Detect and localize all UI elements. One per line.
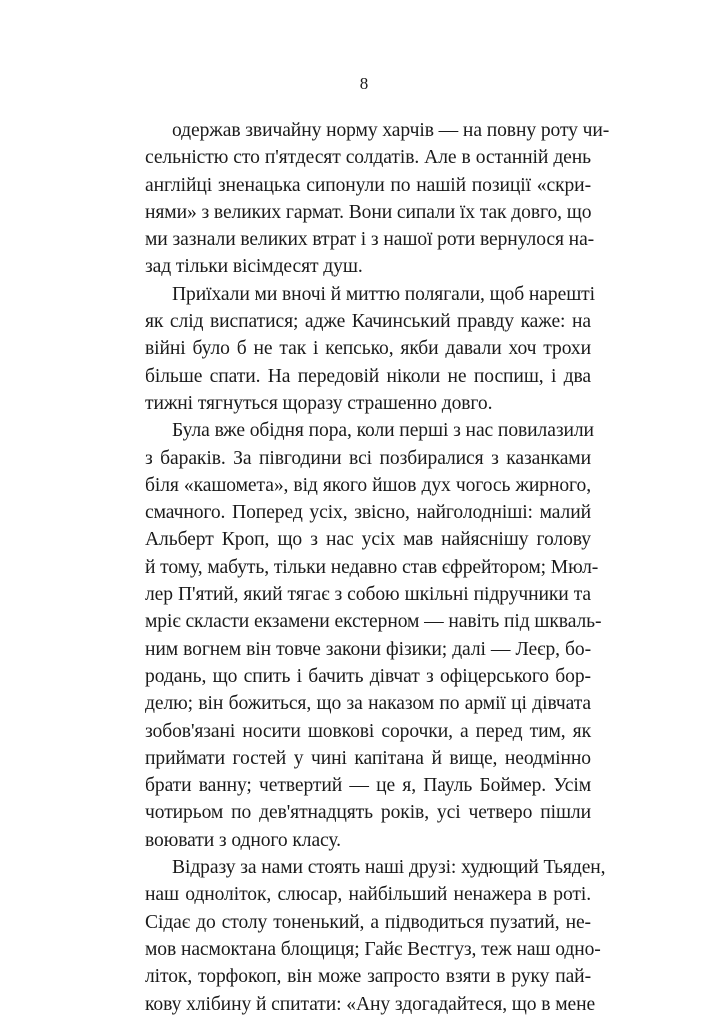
text-line: зобов'язані носити шовкові сорочки, а перед тим, як <box>145 720 591 742</box>
text-line: зад тільки вісімдесят душ. <box>145 256 363 278</box>
text-line: кову хлібину й спитати: «Ану здогадайтеся, що в мене <box>145 993 596 1015</box>
text-line: Була вже обідня пора, коли перші з нас повилазили <box>172 420 594 442</box>
text-line: наш одноліток, слюсар, найбільший ненажера в роті. <box>145 884 591 906</box>
body-text <box>145 117 610 1018</box>
text-line: нями» з великих гармат. Вони сипали їх так довго, що <box>145 201 592 223</box>
text-line: родань, що спить і бачить дівчат з офіцерського бор- <box>145 665 591 687</box>
text-line: літок, торфокоп, він може запросто взяти в руку пай- <box>145 966 591 988</box>
text-line: з бараків. За півгодини всі позбиралися з казанками <box>145 447 591 469</box>
text-line: ним вогнем він товче закони фізики; далі — Леєр, бо- <box>145 638 591 660</box>
text-line: Альберт Кроп, що з нас усіх мав найяснішу голову <box>145 529 591 551</box>
paragraph <box>145 117 610 281</box>
text-line: більше спати. На передовій ніколи не поспиш, і два <box>145 365 591 387</box>
text-line: тижні тягнуться щоразу страшенно довго. <box>145 392 493 414</box>
text-line: мріє скласти екзамени екстерном — навіть під шкваль- <box>145 611 602 633</box>
paragraph <box>145 417 602 854</box>
paragraph <box>145 281 595 417</box>
text-line: біля «кашомета», від якого йшов дух чогось жирного, <box>145 474 591 496</box>
paragraph <box>145 854 606 1018</box>
text-line: приймати гостей у чині капітана й вище, неодмінно <box>145 747 591 769</box>
text-line: одержав звичайну норму харчів — на повну роту чи- <box>172 120 610 141</box>
text-line: Сідає до столу тоненький, а підводиться пузатий, не- <box>145 911 591 933</box>
page-number: 8 <box>359 74 369 93</box>
text-line: смачного. Поперед усіх, звісно, найголодніші: малий <box>145 502 591 524</box>
text-line: ми зазнали великих втрат і з нашої роти вернулося на- <box>145 229 595 251</box>
text-line: й тому, мабуть, тільки недавно став єфрейтором; Мюл- <box>145 556 599 578</box>
text-line: чотирьом по дев'ятнадцять років, усі четверо пішли <box>145 802 591 824</box>
text-line: війні було б не так і кепсько, якби давали хоч трохи <box>145 338 591 360</box>
text-line: Відразу за нами стоять наші друзі: худющий Тьяден, <box>172 857 606 879</box>
text-line: брати ванну; четвертий — це я, Пауль Боймер. Усім <box>145 775 591 797</box>
text-line: делю; він божиться, що за наказом по армії ці дівчата <box>145 693 591 715</box>
text-line: воювати з одного класу. <box>145 829 341 851</box>
text-line: Приїхали ми вночі й миттю полягали, щоб нарешті <box>172 283 595 305</box>
text-line: як слід виспатися; адже Качинський правду каже: на <box>145 311 591 333</box>
text-line: сельністю сто п'ятдесят солдатів. Але в останній день <box>145 147 591 169</box>
text-line: англійці зненацька сипонули по нашій позиції «скри- <box>145 174 591 196</box>
text-line: мов насмоктана блощиця; Гайє Вестгуз, теж наш одно- <box>145 938 601 960</box>
text-line: лер П'ятий, який тягає з собою шкільні підручники та <box>145 584 591 606</box>
